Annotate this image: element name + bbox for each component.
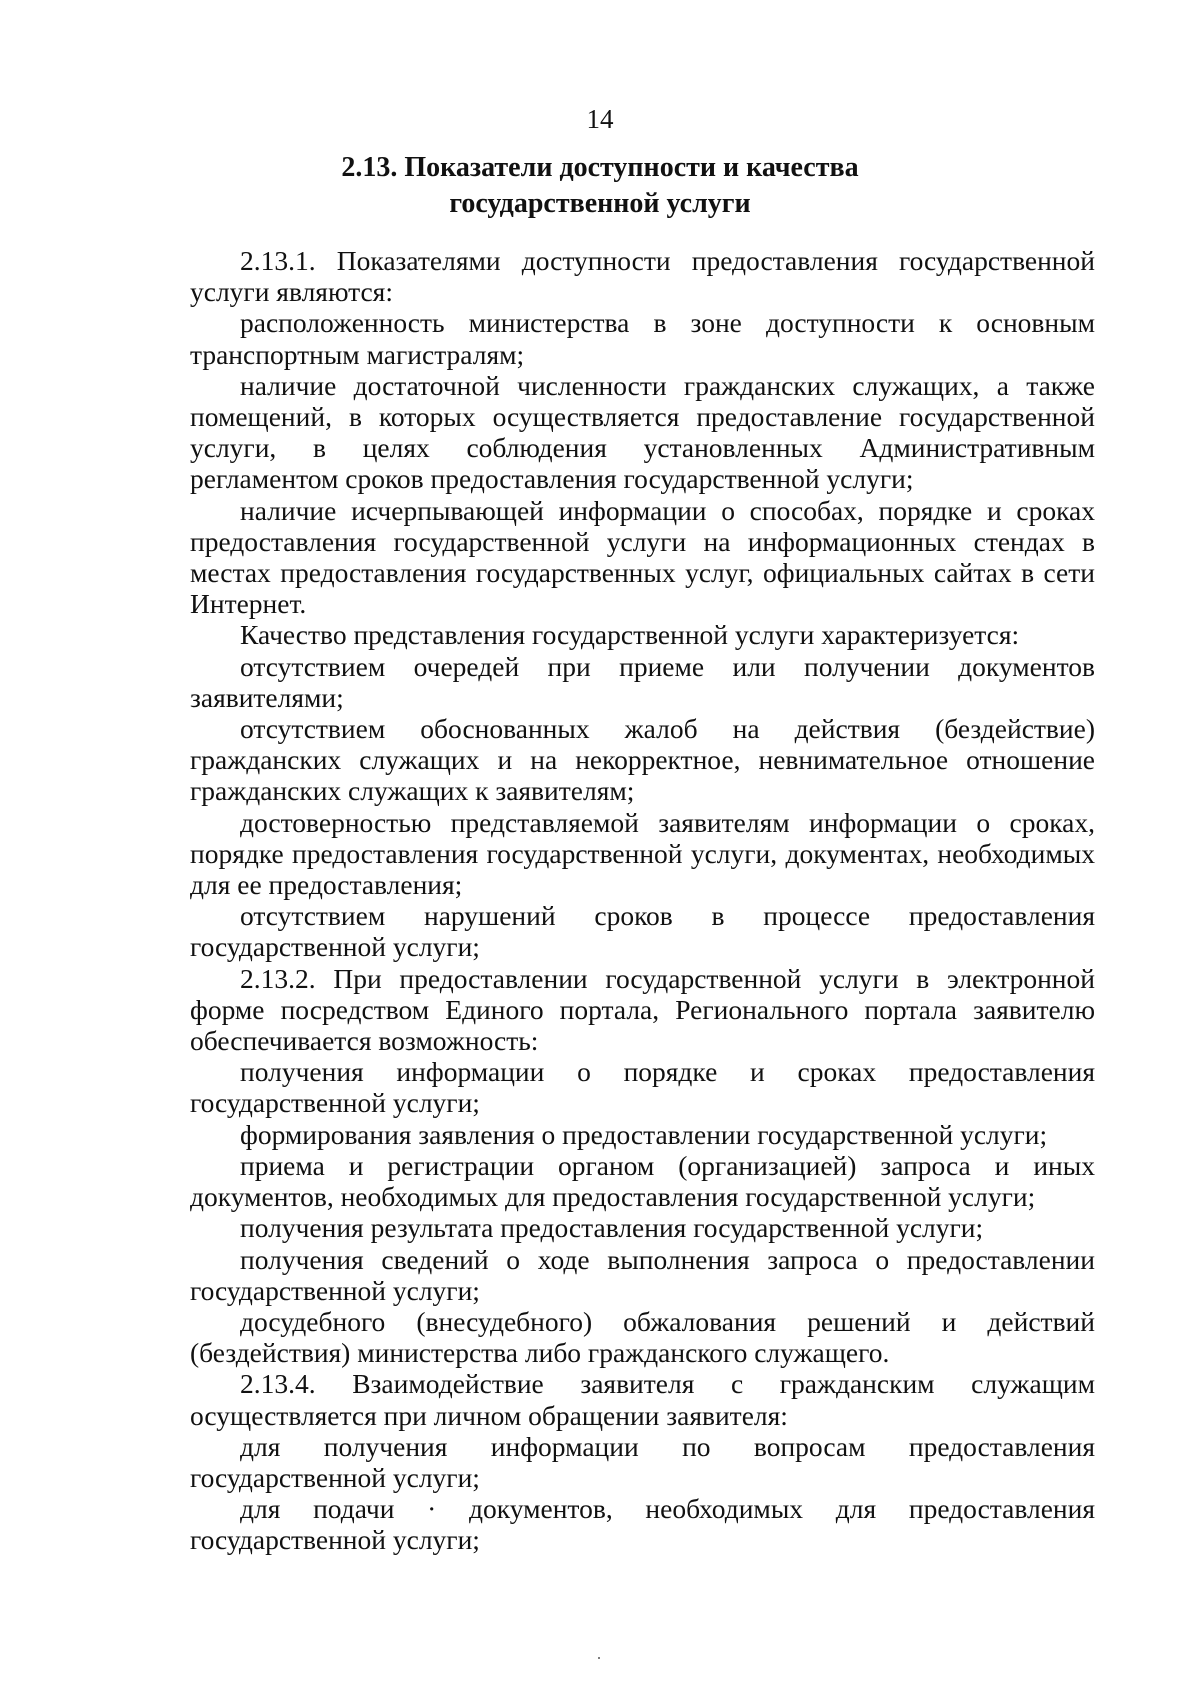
paragraph: расположенность министерства в зоне доступности к основным транспортным магистралям; — [190, 307, 1095, 370]
section-heading-line-2: государственной услуги — [449, 188, 751, 219]
body-text — [190, 245, 1095, 1556]
paragraph: достоверностью представляемой заявителям информации о сроках, порядке предоставления государственной услуги, документах, необходимых для ее предоставления; — [190, 806, 1095, 901]
paragraph: Качество представления государственной услуги характеризуется: — [240, 619, 1020, 651]
section-heading-line-1: 2.13. Показатели доступности и качества — [341, 152, 859, 183]
paragraph: отсутствием обоснованных жалоб на действия (бездействие) гражданских служащих и на некорректное, невнимательное отношение гражданских служащих к заявителям; — [190, 713, 1095, 807]
paragraph: досудебного (внесудебного) обжалования решений и действий (бездействия) министерства либо гражданского служащего. — [190, 1305, 1095, 1369]
paragraph: формирования заявления о предоставлении государственной услуги; — [240, 1118, 1048, 1150]
paragraph: отсутствием нарушений сроков в процессе предоставления государственной услуги; — [190, 900, 1095, 963]
paragraph: для подачи · документов, необходимых для предоставления государственной услуги; — [190, 1493, 1095, 1556]
paragraph: приема и регистрации органом (организацией) запроса и иных документов, необходимых для предоставления государственной услуги; — [190, 1149, 1095, 1213]
paragraph: 2.13.2. При предоставлении государственной услуги в электронной форме посредством Единого портала, Регионального портала заявителю обеспечивается возможность: — [190, 962, 1095, 1057]
paragraph: получения сведений о ходе выполнения запроса о предоставлении государственной услуги; — [190, 1243, 1095, 1306]
paragraph: отсутствием очередей при приеме или получении документов заявителями; — [190, 650, 1095, 713]
paragraph: наличие исчерпывающей информации о способах, порядке и сроках предоставления государственной услуги на информационных стендах в местах предоставления государственных услуг, официальных сайтах в сети Интернет. — [190, 494, 1095, 620]
paragraph: для получения информации по вопросам предоставления государственной услуги; — [190, 1430, 1095, 1493]
paragraph: получения результата предоставления государственной услуги; — [240, 1212, 984, 1244]
page-number: 14 — [586, 104, 614, 134]
paragraph: 2.13.4. Взаимодействие заявителя с гражданским служащим осуществляется при личном обращении заявителя: — [190, 1368, 1095, 1431]
paragraph: 2.13.1. Показателями доступности предоставления государственной услуги являются: — [190, 245, 1095, 308]
scan-speck — [598, 1657, 600, 1659]
section-heading — [150, 150, 1050, 222]
paragraph: наличие достаточной численности гражданских служащих, а также помещений, в которых осуществляется предоставление государственной услуги, в целях соблюдения установленных Административным регламентом сроков предоставления государственной услуги; — [190, 369, 1095, 495]
paragraph: получения информации о порядке и сроках предоставления государственной услуги; — [190, 1056, 1095, 1119]
